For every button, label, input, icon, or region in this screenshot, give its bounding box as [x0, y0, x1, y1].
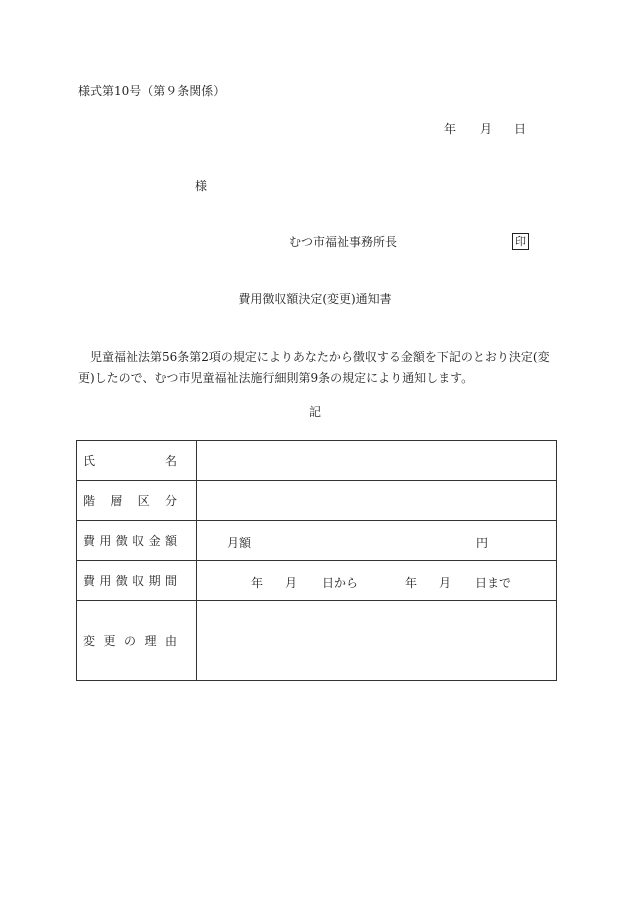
issuer-name: むつ市福祉事務所長	[289, 235, 398, 249]
date-year: 年	[444, 122, 457, 136]
label-char: の	[123, 634, 136, 648]
label-char: 用	[99, 574, 112, 588]
value-name[interactable]	[197, 441, 557, 481]
value-tier[interactable]	[197, 481, 557, 521]
seal-mark: 印	[512, 233, 529, 250]
label-char: 徴	[115, 574, 128, 588]
label-char: 名	[164, 454, 177, 468]
label-char: 変	[83, 634, 96, 648]
period-to-year: 年	[405, 576, 418, 590]
period-to-day: 日まで	[475, 576, 512, 590]
label-char: 用	[99, 534, 112, 548]
label-char: 理	[144, 634, 157, 648]
label-tier	[77, 481, 197, 521]
label-char: 費	[83, 534, 96, 548]
addressee-suffix: 様	[195, 179, 208, 193]
value-reason[interactable]	[197, 601, 557, 681]
label-char: 間	[164, 574, 177, 588]
label-name	[77, 441, 197, 481]
table-row-amount	[77, 521, 557, 561]
label-char: 更	[103, 634, 116, 648]
table-row-reason	[77, 601, 557, 681]
period-from-year: 年	[251, 576, 264, 590]
label-period	[77, 561, 197, 601]
label-char: 収	[132, 534, 145, 548]
label-char: 額	[164, 534, 177, 548]
amount-prefix: 月額	[227, 536, 252, 550]
info-table	[76, 440, 557, 681]
ki-marker: 記	[308, 405, 321, 419]
label-char: 区	[137, 494, 150, 508]
value-period[interactable]	[197, 561, 557, 601]
label-char: 層	[110, 494, 123, 508]
label-char: 階	[83, 494, 96, 508]
label-reason	[77, 601, 197, 681]
form-number: 様式第10号（第９条関係）	[78, 84, 226, 98]
period-from-month: 月	[285, 576, 298, 590]
date-line	[444, 122, 526, 136]
label-char: 由	[164, 634, 177, 648]
date-month: 月	[480, 122, 493, 136]
label-char: 徴	[115, 534, 128, 548]
table-row-tier	[77, 481, 557, 521]
document-title: 費用徴収額決定(変更)通知書	[238, 292, 392, 306]
label-char: 費	[83, 574, 96, 588]
period-from-day: 日から	[322, 576, 359, 590]
value-amount[interactable]	[197, 521, 557, 561]
table-row-period	[77, 561, 557, 601]
label-char: 収	[132, 574, 145, 588]
table-row-name	[77, 441, 557, 481]
label-char: 金	[148, 534, 161, 548]
label-amount	[77, 521, 197, 561]
label-char: 期	[148, 574, 161, 588]
body-text: 児童福祉法第56条第2項の規定によりあなたから徴収する金額を下記のとおり決定(変更)したので、むつ市児童福祉法施行細則第9条の規定により通知します。	[78, 350, 550, 385]
label-char: 分	[164, 494, 177, 508]
period-to-month: 月	[439, 576, 452, 590]
label-char: 氏	[83, 454, 96, 468]
amount-unit: 円	[476, 536, 489, 550]
date-day: 日	[514, 122, 527, 136]
